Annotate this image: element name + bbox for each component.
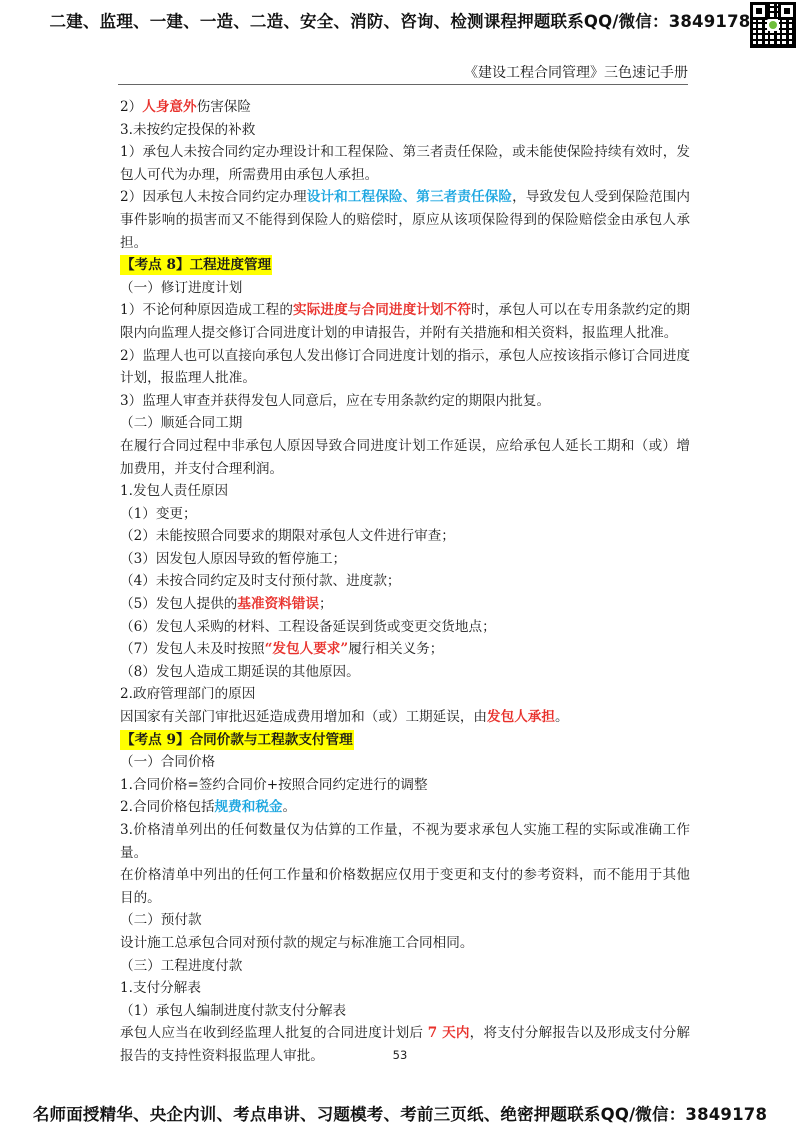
emphasis-red: “发包人要求” — [264, 641, 349, 658]
text-run: （8）发包人造成工期延误的其他原因。 — [120, 663, 360, 680]
text-run: ； — [318, 596, 333, 613]
emphasis-red: 人身意外 — [142, 99, 197, 115]
bottom-banner: 名师面授精华、央企内训、考点串讲、习题模考、考前三页纸、绝密押题联系QQ/微信：3849178 — [32, 1105, 768, 1124]
paragraph — [120, 796, 690, 819]
header-rule — [118, 84, 688, 85]
paragraph — [120, 345, 690, 390]
qr-code-icon — [750, 2, 796, 48]
paragraph — [120, 955, 690, 978]
text-run: ，将支付分解报告以及形成支付分解报告的支持性资料报监理人审批。 — [120, 1025, 690, 1064]
text-run: （4）未按合同约定及时支付预付款、进度款； — [120, 573, 401, 590]
paragraph — [120, 277, 690, 300]
paragraph — [120, 186, 690, 254]
paragraph — [120, 503, 690, 526]
emphasis-red: 发包人承担 — [487, 709, 555, 726]
text-run: （二）预付款 — [120, 912, 202, 929]
emphasis-blue: 规费和税金 — [214, 799, 283, 816]
paragraph — [120, 412, 690, 435]
paragraph — [120, 96, 690, 119]
text-run: ，导致发包人受到保险范围内事件影响的损害而又不能得到保险人的赔偿时，原应从该项保险得到的保险赔偿金由承包人承担。 — [120, 189, 690, 251]
highlighted-heading: 【考点 9】合同价款与工程款支付管理 — [121, 731, 353, 748]
text-run: 1.发包人责任原因 — [120, 483, 229, 500]
paragraph — [120, 525, 690, 548]
page-body — [120, 96, 690, 1068]
paragraph — [120, 864, 690, 909]
emphasis-blue: 设计和工程保险、第三者责任保险 — [306, 189, 513, 206]
paragraph — [120, 661, 690, 684]
text-run: （一）合同价格 — [120, 754, 216, 771]
paragraph — [120, 638, 690, 661]
text-run: （2）未能按照合同要求的期限对承包人文件进行审查； — [120, 528, 455, 545]
text-run: （一）修订进度计划 — [120, 279, 243, 296]
text-run: （二）顺延合同工期 — [120, 415, 243, 432]
text-run: 1）承包人未按合同约定办理设计和工程保险、第三者责任保险，或未能使保险持续有效时，发包人可代为办理，所需费用由承包人承担。 — [120, 144, 690, 183]
text-run: （7）发包人未及时按照 — [120, 641, 265, 658]
paragraph — [120, 1000, 690, 1023]
paragraph — [120, 548, 690, 571]
section-heading — [120, 254, 690, 277]
text-run: 1.支付分解表 — [120, 980, 201, 997]
paragraph — [120, 435, 690, 480]
text-run: 在履行合同过程中非承包人原因导致合同进度计划工作延误，应给承包人延长工期和（或）增加费用，并支付合理利润。 — [120, 437, 690, 477]
paragraph — [120, 819, 690, 864]
text-run: 1.合同价格=签约合同价+按照合同约定进行的调整 — [120, 776, 428, 793]
text-run: 因国家有关部门审批迟延造成费用增加和（或）工期延误，由 — [120, 709, 488, 726]
text-run: （6）发包人采购的材料、工程设备延误到货或变更交货地点； — [120, 618, 496, 635]
emphasis-red: 实际进度与合同进度计划不符 — [293, 302, 472, 319]
page-number: 53 — [392, 1048, 408, 1062]
paragraph — [120, 751, 690, 774]
paragraph — [120, 706, 690, 729]
text-run: 1）不论何种原因造成工程的 — [120, 302, 294, 319]
text-run: （1）承包人编制进度付款支付分解表 — [120, 1002, 347, 1019]
text-run: 在价格清单中列出的任何工作量和价格数据应仅用于变更和支付的参考资料，而不能用于其他目的。 — [120, 867, 690, 906]
text-run: （1）变更； — [120, 505, 197, 522]
paragraph — [120, 141, 690, 186]
emphasis-red: 7 天内 — [427, 1025, 470, 1042]
paragraph — [120, 390, 690, 413]
paragraph — [120, 932, 690, 955]
text-run: 。 — [282, 799, 297, 816]
text-run: 2）监理人也可以直接向承包人发出修订合同进度计划的指示，承包人应按该指示修订合同进度计划，报监理人批准。 — [120, 347, 690, 387]
text-run: 。 — [555, 709, 569, 726]
text-run: 2）因承包人未按合同约定办理 — [120, 189, 307, 206]
text-run: 时，承包人可以在专用条款约定的期限内向监理人提交修订合同进度计划的申请报告，并附有关措施和相关资料，报监理人批准。 — [120, 302, 691, 341]
text-run: 3）监理人审查并获得发包人同意后，应在专用条款约定的期限内批复。 — [120, 392, 551, 409]
paragraph — [120, 683, 690, 706]
paragraph — [120, 480, 690, 503]
text-run: （5）发包人提供的 — [120, 596, 238, 613]
paragraph — [120, 570, 690, 593]
text-run: 伤害保险 — [196, 99, 251, 115]
section-heading — [120, 729, 690, 752]
text-run: （三）工程进度付款 — [120, 957, 243, 974]
paragraph — [120, 977, 690, 1000]
text-run: 2） — [120, 99, 143, 115]
paragraph — [120, 774, 690, 797]
text-run: 承包人应当在收到经监理人批复的合同进度计划后 — [120, 1025, 428, 1042]
text-run: 3.未按约定投保的补救 — [120, 121, 256, 138]
text-run: 2.合同价格包括 — [120, 799, 215, 816]
paragraph — [120, 909, 690, 932]
text-run: 履行相关义务； — [348, 641, 444, 658]
text-run: （3）因发包人原因导致的暂停施工； — [120, 550, 347, 567]
running-header: 《建设工程合同管理》三色速记手册 — [464, 65, 688, 81]
text-run: 设计施工总承包合同对预付款的规定与标准施工合同相同。 — [120, 934, 474, 951]
highlighted-heading: 【考点 8】工程进度管理 — [121, 257, 272, 274]
text-run: 2.政府管理部门的原因 — [120, 686, 256, 703]
emphasis-red: 基准资料错误 — [237, 596, 319, 613]
paragraph — [120, 299, 690, 344]
paragraph — [120, 119, 690, 142]
top-banner: 二建、监理、一建、一造、二造、安全、消防、咨询、检测课程押题联系QQ/微信：3849178 — [49, 12, 751, 31]
text-run: 3.价格清单列出的任何数量仅为估算的工作量，不视为要求承包人实施工程的实际或准确工作量。 — [120, 822, 690, 861]
paragraph — [120, 616, 690, 639]
paragraph — [120, 593, 690, 616]
